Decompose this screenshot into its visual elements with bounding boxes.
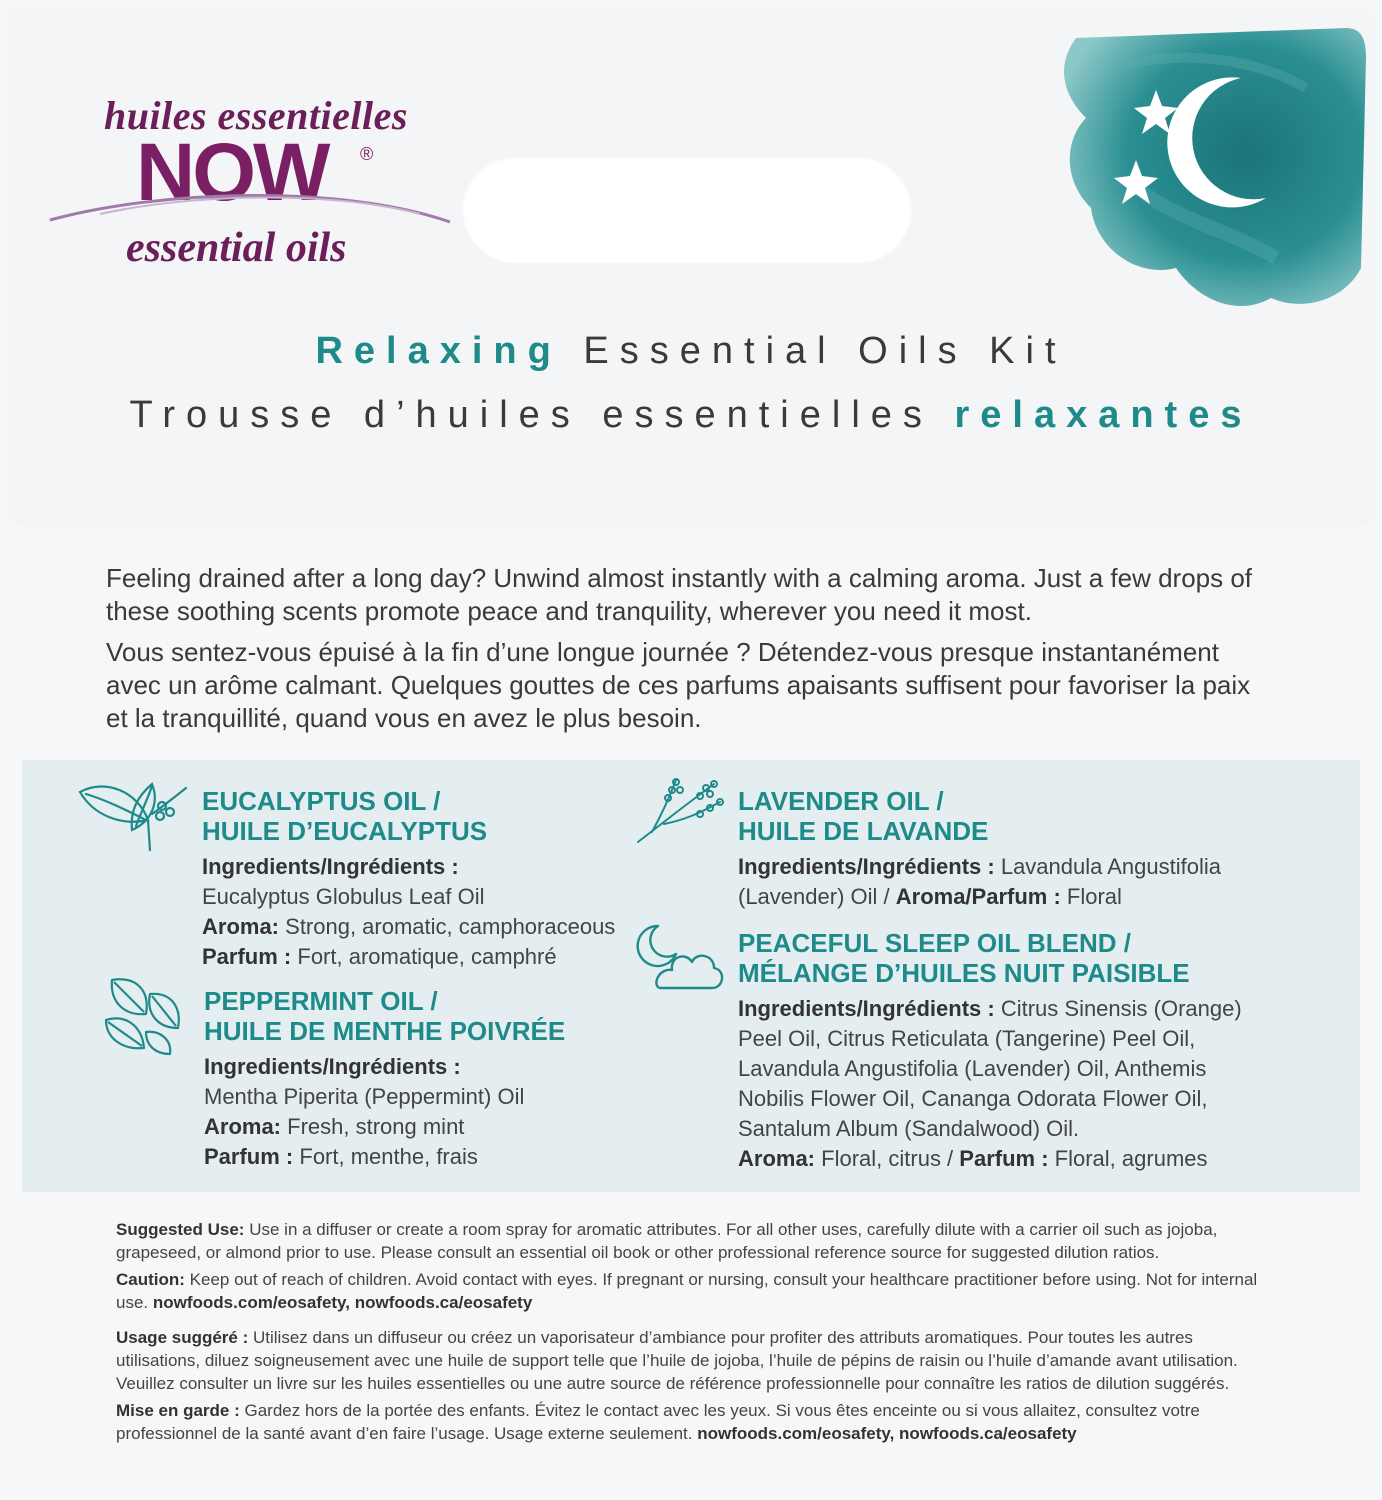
safety-links-fr: nowfoods.com/eosafety, nowfoods.ca/eosafety — [697, 1424, 1077, 1443]
aroma-parfum-label: Aroma/Parfum : — [895, 884, 1061, 909]
caution — [116, 1268, 1266, 1314]
title-fr-rest: Trousse d’huiles essentielles — [129, 394, 933, 436]
title-en-rest: Essential Oils Kit — [583, 330, 1067, 372]
oil-lavender — [738, 786, 1278, 912]
registered-mark: ® — [360, 144, 374, 164]
hang-hole — [462, 155, 912, 263]
eucalyptus-ingredients: Eucalyptus Globulus Leaf Oil — [202, 884, 485, 909]
intro-fr: Vous sentez-vous épuisé à la fin d’une longue journée ? Détendez-vous presque instantanément avec un arôme calmant. Quelques gouttes de ces parfums apaisants suffisent pour favoriser la paix et la tranquillité, quand vous en avez le plus besoin. — [106, 637, 1251, 733]
lavender-details — [738, 852, 1278, 912]
logo-wordmark: NOW — [136, 127, 328, 218]
ingredients-label: Ingredients/Ingrédients : — [202, 854, 459, 879]
oils-panel — [22, 760, 1360, 1192]
eucalyptus-title-en: EUCALYPTUS OIL / — [202, 786, 441, 816]
peppermint-title-fr: HUILE DE MENTHE POIVRÉE — [204, 1016, 566, 1046]
suggested-use-text: Use in a diffuser or create a room spray for aromatic attributes. For all other uses, carefully dilute with a carrier oil such as jojoba, grapeseed, or almond prior to use. Please consult an essential oil book or other professional reference source for suggested dilution ratios. — [116, 1220, 1218, 1262]
now-logo — [40, 92, 460, 282]
aroma-label: Aroma: — [202, 914, 280, 939]
parfum-label: Parfum : — [204, 1144, 294, 1169]
mint-leaves-icon — [100, 974, 184, 1058]
peppermint-title-en: PEPPERMINT OIL / — [204, 986, 438, 1016]
lavender-aroma: Floral — [1066, 884, 1122, 909]
sleep-title-fr: MÉLANGE D’HUILES NUIT PAISIBLE — [738, 958, 1190, 988]
product-title-en — [0, 330, 1382, 373]
logo-swoosh-icon — [40, 184, 460, 224]
ingredients-label: Ingredients/Ingrédients : — [738, 996, 995, 1021]
oil-eucalyptus — [202, 786, 652, 972]
product-title-fr — [0, 394, 1382, 437]
oil-sleep-blend — [738, 928, 1278, 1174]
peppermint-aroma: Fresh, strong mint — [287, 1114, 465, 1139]
eucalyptus-aroma: Strong, aromatic, camphoraceous — [285, 914, 616, 939]
parfum-label: Parfum : — [959, 1146, 1049, 1171]
aroma-label: Aroma: — [204, 1114, 282, 1139]
peppermint-details — [204, 1052, 654, 1172]
usage-fr — [116, 1326, 1266, 1395]
logo-line-en: essential oils — [126, 225, 347, 271]
eucalyptus-title-fr: HUILE D’EUCALYPTUS — [202, 816, 488, 846]
sleep-aroma: Floral, citrus / — [821, 1146, 954, 1171]
night-sky-moon-icon — [1056, 28, 1366, 318]
usage-fr-label: Usage suggéré : — [116, 1328, 249, 1347]
sleep-parfum: Floral, agrumes — [1054, 1146, 1208, 1171]
ingredients-label: Ingredients/Ingrédients : — [738, 854, 995, 879]
warning-fr-label: Mise en garde : — [116, 1401, 240, 1420]
usage-fr-text: Utilisez dans un diffuseur ou créez un vaporisateur d’ambiance pour profiter des attributs aromatiques. Pour toutes les autres utilisations, diluez soigneusement avec une huile de support telle que l’huile de jojoba, l’huile de pépins de raisin ou l’huile d’amande avant utilisation. Veuillez consulter un livre sur les huiles essentielles ou une autre source de référence professionnelle pour connaître les ratios de dilution suggérés. — [116, 1328, 1238, 1393]
parfum-label: Parfum : — [202, 944, 292, 969]
lavender-sprig-icon — [634, 776, 726, 846]
eucalyptus-leaf-icon — [76, 774, 190, 854]
intro-text — [106, 562, 1276, 735]
sleep-title-en: PEACEFUL SLEEP OIL BLEND / — [738, 928, 1131, 958]
peppermint-parfum: Fort, menthe, frais — [299, 1144, 478, 1169]
eucalyptus-parfum: Fort, aromatique, camphré — [297, 944, 557, 969]
sleep-details — [738, 994, 1278, 1174]
lavender-title-fr: HUILE DE LAVANDE — [738, 816, 989, 846]
suggested-use — [116, 1218, 1266, 1264]
warning-fr-text: Gardez hors de la portée des enfants. Évitez le contact avec les yeux. Si vous êtes enceinte ou si vous allaitez, consultez votre professionnel de la santé avant d’en faire l’usage. Usage externe seulement. — [116, 1401, 1200, 1443]
title-en-accent: Relaxing — [315, 330, 562, 372]
title-fr-accent: relaxantes — [954, 394, 1253, 436]
moon-cloud-icon — [636, 922, 724, 994]
caution-text: Keep out of reach of children. Avoid contact with eyes. If pregnant or nursing, consult your healthcare practitioner before using. Not for internal use. — [116, 1270, 1258, 1312]
oil-peppermint — [204, 986, 654, 1172]
sleep-ingredients: Citrus Sinensis (Orange) Peel Oil, Citrus Reticulata (Tangerine) Peel Oil, Lavandula Angustifolia (Lavender) Oil, Anthemis Nobilis Flower Oil, Cananga Odorata Flower Oil, Santalum Album (Sandalwood) Oil. — [738, 996, 1242, 1141]
suggested-use-label: Suggested Use: — [116, 1220, 245, 1239]
peppermint-ingredients: Mentha Piperita (Peppermint) Oil — [204, 1084, 525, 1109]
intro-en: Feeling drained after a long day? Unwind almost instantly with a calming aroma. Just a few drops of these soothing scents promote peace and tranquility, wherever you need it most. — [106, 563, 1253, 626]
eucalyptus-details — [202, 852, 652, 972]
logo-line-fr: huiles essentielles — [104, 93, 408, 138]
lavender-title-en: LAVENDER OIL / — [738, 786, 944, 816]
usage-and-caution — [116, 1218, 1266, 1445]
warning-fr — [116, 1399, 1266, 1445]
caution-label: Caution: — [116, 1270, 185, 1289]
safety-links-en: nowfoods.com/eosafety, nowfoods.ca/eosafety — [152, 1293, 533, 1312]
aroma-label: Aroma: — [738, 1146, 816, 1171]
ingredients-label: Ingredients/Ingrédients : — [204, 1054, 461, 1079]
lavender-ingredients: Lavandula Angustifolia (Lavender) Oil / — [738, 854, 1221, 909]
